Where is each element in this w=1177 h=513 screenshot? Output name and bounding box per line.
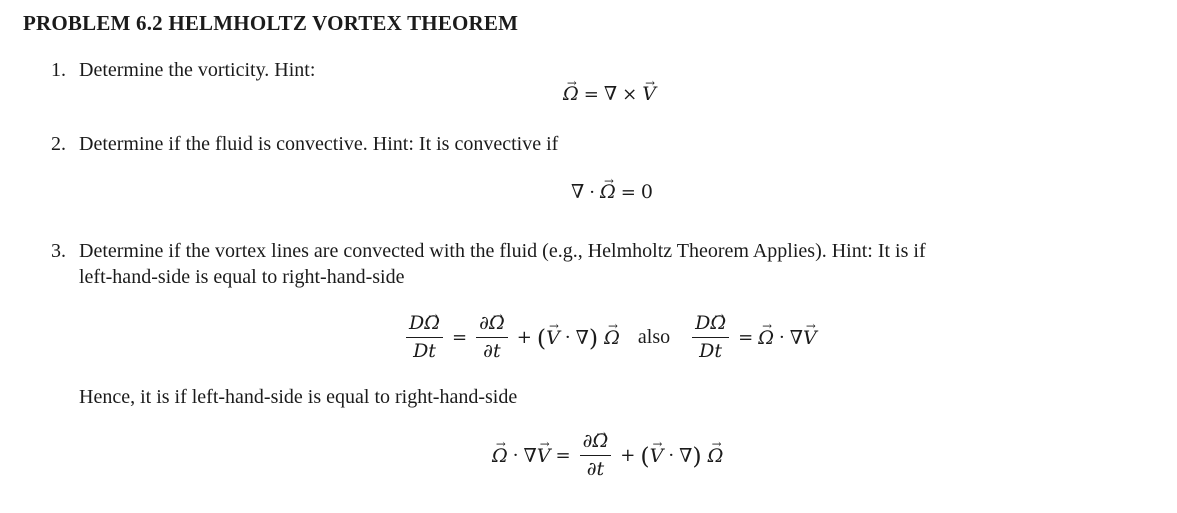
nabla-symbol: ∇: [679, 444, 693, 467]
nabla-symbol: ∇: [523, 444, 537, 467]
omega-vector: Ω →: [604, 327, 620, 349]
problem-item-1: [51, 59, 315, 82]
item-number: 3.: [51, 240, 66, 262]
nabla-symbol: ∇: [603, 83, 618, 105]
omega-vector: Ω →: [592, 430, 608, 454]
equals-sign: =: [555, 445, 571, 467]
omega-vector: Ω →: [563, 83, 579, 105]
velocity-vector: V →: [537, 445, 551, 467]
partial-derivative-fraction: $\frac{\partial\Omega \to}{\partial t}$: [580, 430, 612, 482]
equation-helmholtz-condition: [492, 430, 723, 482]
equation-vorticity: [563, 83, 656, 105]
page-title: PROBLEM 6.2 HELMHOLTZ VORTEX THEOREM: [23, 11, 519, 35]
dot-symbol: ·: [778, 327, 785, 349]
omega-vector: Ω →: [708, 445, 724, 467]
item-text: Determine the vorticity. Hint:: [79, 59, 316, 81]
cross-symbol: ×: [622, 83, 638, 105]
item-number: 1.: [51, 59, 66, 81]
dot-symbol: ·: [564, 327, 571, 349]
dot-symbol: ·: [668, 445, 675, 467]
equation-material-derivative: [402, 312, 817, 364]
dot-symbol: ·: [589, 181, 596, 203]
omega-vector: Ω →: [600, 181, 616, 203]
plus-sign: +: [620, 445, 636, 467]
velocity-vector: V →: [803, 327, 817, 349]
nabla-symbol: ∇: [571, 181, 585, 203]
equals-sign: =: [738, 327, 754, 349]
item-text-line2: left-hand-side is equal to right-hand-side: [79, 266, 405, 288]
item-text-line1: Determine if the vortex lines are convected with the fluid (e.g., Helmholtz Theorem Applies). Hint: It is if: [79, 240, 926, 262]
left-paren: (: [536, 323, 547, 352]
omega-vector: Ω →: [492, 445, 508, 467]
equation-convective: [571, 181, 653, 203]
hence-text: Hence, it is if left-hand-side is equal to right-hand-side: [79, 386, 518, 408]
right-paren: ): [692, 441, 702, 470]
also-text: also: [637, 326, 671, 349]
omega-vector: Ω →: [710, 312, 726, 336]
omega-vector: Ω →: [424, 312, 440, 336]
dot-symbol: ·: [512, 445, 519, 467]
nabla-symbol: ∇: [575, 326, 589, 349]
equals-sign: =: [620, 181, 636, 203]
material-derivative-fraction: $\frac{D\Omega \to}{Dt}$: [692, 312, 729, 364]
problem-item-3: [51, 240, 926, 263]
problem-item-2: [51, 133, 558, 156]
item-text: Determine if the fluid is convective. Hint: It is convective if: [79, 133, 559, 155]
omega-vector: Ω →: [758, 327, 774, 349]
material-derivative-fraction: $\frac{D\Omega \to}{Dt}$: [406, 312, 443, 364]
omega-vector: Ω →: [489, 312, 505, 336]
left-paren: (: [640, 441, 650, 470]
velocity-vector: V →: [650, 445, 664, 467]
equals-sign: =: [583, 83, 599, 105]
nabla-symbol: ∇: [789, 326, 803, 349]
zero-value: 0: [640, 181, 653, 203]
velocity-vector: V →: [546, 327, 560, 349]
right-paren: ): [588, 323, 599, 352]
equals-sign: =: [452, 327, 468, 349]
partial-derivative-fraction: $\frac{\partial\Omega \to}{\partial t}$: [476, 312, 508, 364]
plus-sign: +: [516, 327, 532, 349]
item-number: 2.: [51, 133, 66, 155]
velocity-vector: V →: [642, 83, 656, 105]
